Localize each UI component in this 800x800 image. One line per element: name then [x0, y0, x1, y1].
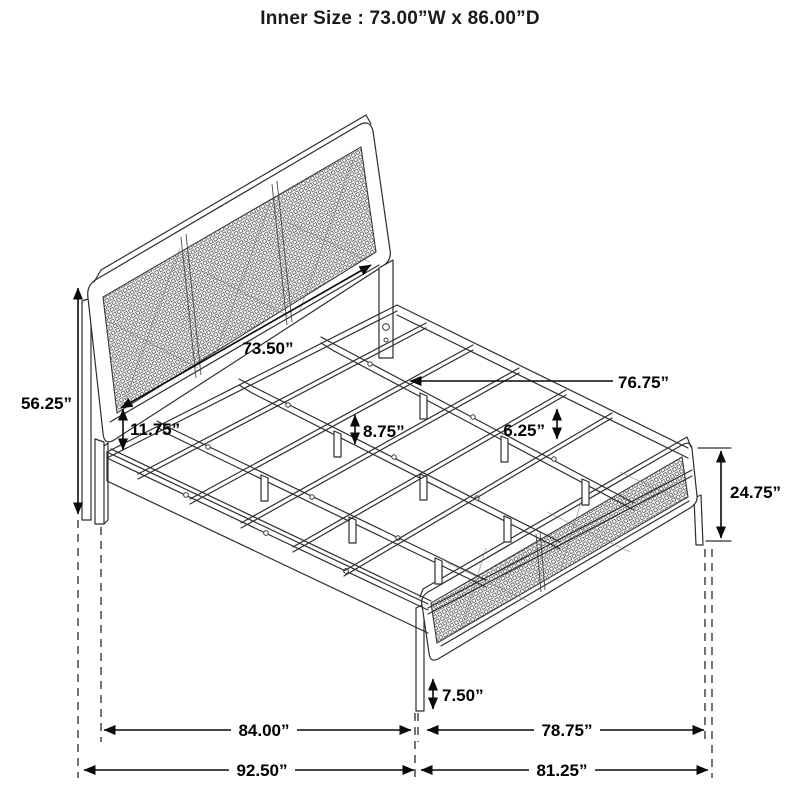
diagram-title: Inner Size : 73.00”W x 86.00”D: [260, 8, 540, 29]
dim-headboard-height: [21, 288, 78, 778]
dim-label-footboard-span: 78.75”: [541, 721, 593, 740]
headboard-front-left-leg: [95, 439, 104, 524]
dim-footboard-height: [698, 448, 781, 778]
dim-label-overall-width: 81.25”: [536, 761, 588, 780]
headboard-back-left-leg: [82, 298, 91, 520]
dim-label-headboard-inner-width: 73.50”: [242, 339, 294, 358]
dim-label-slat-spacing: 6.25”: [503, 421, 545, 440]
dim-overall-depth: [84, 761, 414, 780]
dim-support-rail-length: [410, 373, 669, 392]
dim-label-headboard-height: 56.25”: [20, 394, 72, 413]
foot-cross-rail: [428, 470, 692, 608]
footboard-cane-mesh: [431, 457, 688, 643]
dim-center-support-leg-height: [355, 415, 405, 444]
dim-label-under-frame-clearance: 11.75”: [130, 420, 181, 439]
dim-label-center-support-leg-height: 8.75”: [363, 422, 405, 441]
dim-slat-spacing: [503, 409, 557, 440]
dim-label-footboard-height: 24.75”: [730, 483, 782, 502]
dim-footboard-leg-height: [418, 679, 484, 742]
footboard-left-leg: [416, 604, 424, 711]
dim-overall-width: [421, 761, 708, 780]
near-side-rail: [107, 449, 431, 633]
dim-label-footboard-leg-height: 7.50”: [442, 686, 484, 705]
dim-label-overall-depth: 92.50”: [236, 761, 288, 780]
dim-label-side-rail-span: 84.00”: [238, 721, 290, 740]
dim-label-support-rail-length: 76.75”: [618, 373, 670, 392]
